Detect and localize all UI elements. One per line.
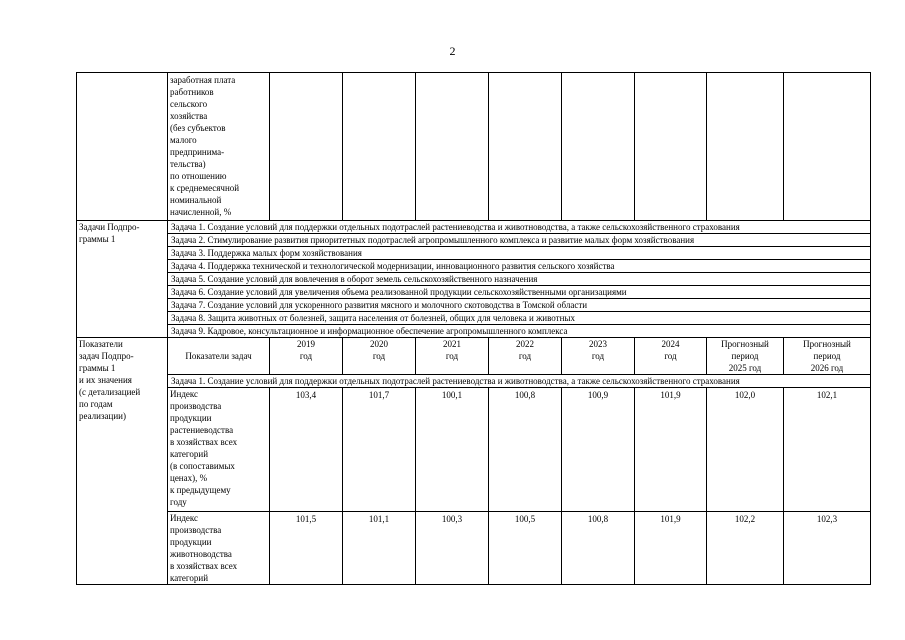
- year-header: 2023 год: [562, 338, 635, 375]
- indicator-value: 100,5: [489, 512, 562, 585]
- task-row: [77, 234, 871, 247]
- value-cell: [416, 73, 489, 221]
- empty-label-cell: [77, 73, 168, 221]
- task-item: Задача 3. Поддержка малых форм хозяйствования: [168, 247, 871, 260]
- task-item: Задача 9. Кадровое, консультационное и информационное обеспечение агропромышленного комплекса: [168, 325, 871, 338]
- indicator-value: 100,8: [489, 388, 562, 512]
- indicator-value: 100,9: [562, 388, 635, 512]
- indicators-section-label: Показатели задач Подпро- граммы 1 и их значения (с детализацией по годам реализации): [77, 338, 168, 585]
- year-header: 2020 год: [343, 338, 416, 375]
- indicator-value: 100,3: [416, 512, 489, 585]
- indicator-row: [77, 388, 871, 512]
- indicator-task-row: [77, 375, 871, 388]
- indicator-name: Индекс производства продукции растениеводства в хозяйствах всех категорий (в сопоставимых ценах), % к предыдущему году: [168, 388, 270, 512]
- indicator-value: 100,1: [416, 388, 489, 512]
- year-header: Прогнозный период 2026 год: [784, 338, 871, 375]
- tasks-section-label: Задачи Подпро- граммы 1: [77, 221, 168, 338]
- value-cell: [343, 73, 416, 221]
- indicators-header-row: [77, 338, 871, 375]
- year-header: Прогнозный период 2025 год: [707, 338, 784, 375]
- indicator-value: 101,7: [343, 388, 416, 512]
- indicator-value: 102,0: [707, 388, 784, 512]
- continued-indicator-name: заработная плата работников сельского хозяйства (без субъектов малого предпринима- тельства) по отношению к среднемесячной номинальной начисленной, %: [168, 73, 270, 221]
- task-item: Задача 2. Стимулирование развития приоритетных подотраслей агропромышленного комплекса и развитие малых форм хозяйствования: [168, 234, 871, 247]
- indicator-value: 101,9: [635, 512, 707, 585]
- page-number: 2: [449, 44, 456, 58]
- value-cell: [489, 73, 562, 221]
- indicator-value: 102,2: [707, 512, 784, 585]
- task-item: Задача 8. Защита животных от болезней, защита населения от болезней, общих для человека и животных: [168, 312, 871, 325]
- indicator-value: 103,4: [270, 388, 343, 512]
- indicator-value: 102,3: [784, 512, 871, 585]
- task-row: [77, 221, 871, 234]
- task-row: [77, 286, 871, 299]
- task-item: Задача 4. Поддержка технической и технологической модернизации, инновационного развития сельского хозяйства: [168, 260, 871, 273]
- indicator-value: 101,5: [270, 512, 343, 585]
- task-row: [77, 273, 871, 286]
- value-cell: [707, 73, 784, 221]
- task-row: [77, 247, 871, 260]
- year-header: 2024 год: [635, 338, 707, 375]
- indicator-value: 101,9: [635, 388, 707, 512]
- indicator-name: Индекс производства продукции животноводства в хозяйствах всех категорий: [168, 512, 270, 585]
- task-row: [77, 299, 871, 312]
- indicator-value: 100,8: [562, 512, 635, 585]
- indicator-value: 101,1: [343, 512, 416, 585]
- indicator-row: [77, 512, 871, 585]
- task-row: [77, 260, 871, 273]
- task-item: Задача 7. Создание условий для ускоренного развития мясного и молочного скотоводства в Томской области: [168, 299, 871, 312]
- task-row: [77, 325, 871, 338]
- year-header: 2022 год: [489, 338, 562, 375]
- indicator-task-title: Задача 1. Создание условий для поддержки отдельных подотраслей растениеводства и животноводства, а также сельскохозяйственного страхования: [168, 375, 871, 388]
- indicator-column-header: Показатели задач: [168, 338, 270, 375]
- indicator-value: 102,1: [784, 388, 871, 512]
- value-cell: [784, 73, 871, 221]
- continued-indicator-row: [77, 73, 871, 221]
- value-cell: [270, 73, 343, 221]
- task-item: Задача 5. Создание условий для вовлечения в оборот земель сельскохозяйственного назначения: [168, 273, 871, 286]
- program-table: [76, 72, 871, 585]
- value-cell: [562, 73, 635, 221]
- task-item: Задача 1. Создание условий для поддержки отдельных подотраслей растениеводства и животноводства, а также сельскохозяйственного страхования: [168, 221, 871, 234]
- task-item: Задача 6. Создание условий для увеличения объема реализованной продукции сельскохозяйственными организациями: [168, 286, 871, 299]
- year-header: 2019 год: [270, 338, 343, 375]
- task-row: [77, 312, 871, 325]
- value-cell: [635, 73, 707, 221]
- year-header: 2021 год: [416, 338, 489, 375]
